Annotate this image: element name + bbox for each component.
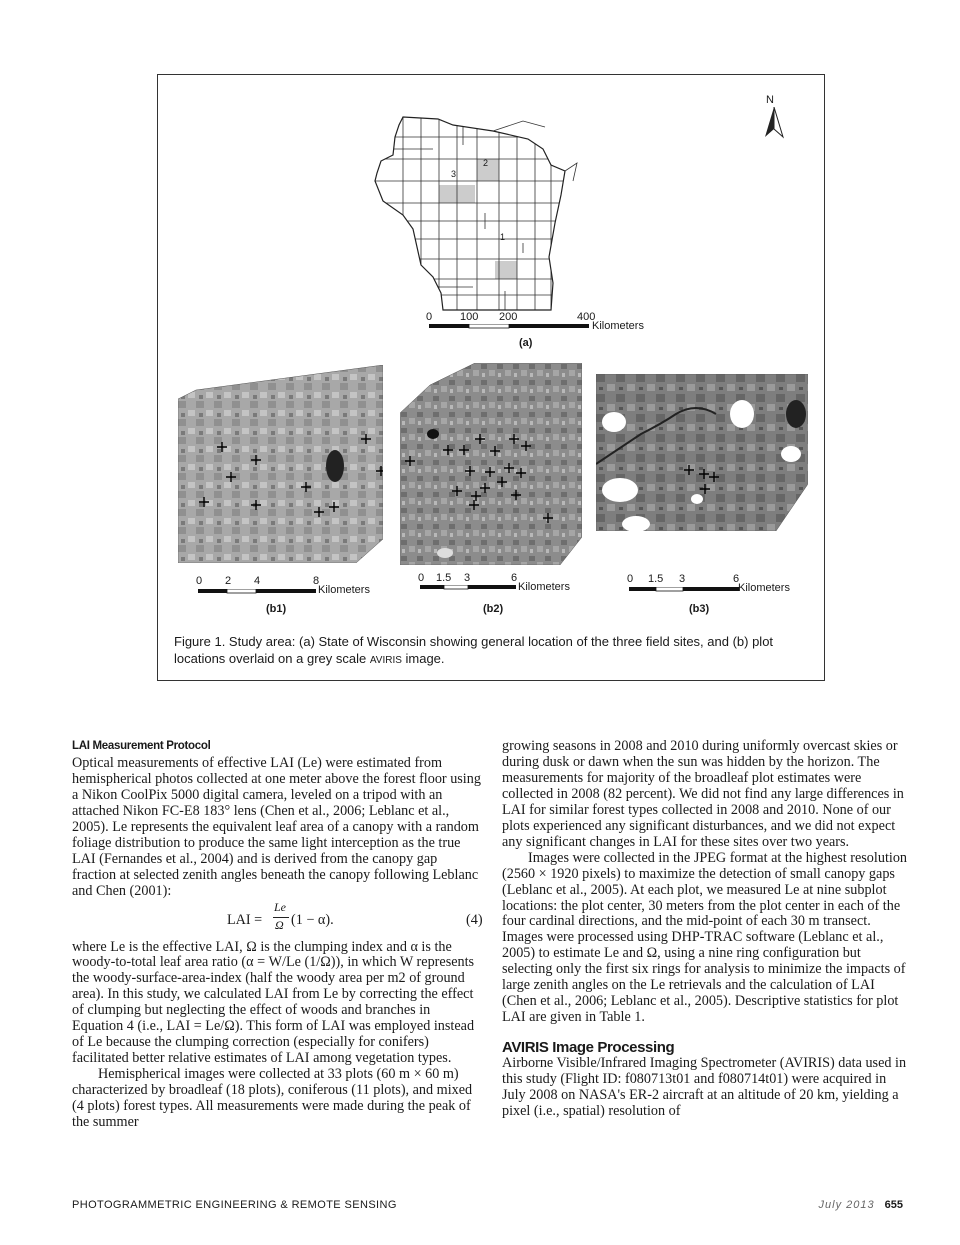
equation-tail: (1 − α). bbox=[291, 911, 334, 928]
scale-b1-tick-2: 4 bbox=[254, 575, 261, 587]
aviris-image-b2 bbox=[400, 363, 582, 565]
scale-b3-tick-0: 0 bbox=[627, 573, 634, 585]
paragraph-lai-definition: where Le is the effective LAI, Ω is the clumping index and α is the woody-to-total leaf area ratio (α = W/Le (1/Ω)), in which W represents the woody-surface-area-index (half the woody area per m2 of ground area). In this study, we calculated LAI from Le by correcting the effect of clumping but neglecting the effect of woods and branches in Equation 4 (i.e., LAI = Le/Ω). This form of LAI was employed instead of Le because the clumping correction (especially for conifers) facilitated better relative estimates of LAI among vegetation types. bbox=[72, 938, 475, 1067]
caption-aviris: AVIRIS bbox=[369, 655, 402, 666]
panel-a-label: (a) bbox=[519, 337, 533, 349]
site-label-2: 2 bbox=[483, 158, 489, 168]
scale-bar-b2 bbox=[420, 585, 518, 591]
site-label-3: 3 bbox=[451, 169, 457, 179]
section-heading-aviris: AVIRIS Image Processing bbox=[502, 1039, 675, 1057]
figure-caption bbox=[174, 633, 814, 669]
scale-b1-unit: Kilometers bbox=[318, 584, 370, 596]
site-label-1: 1 bbox=[500, 232, 506, 242]
caption-suffix: image. bbox=[401, 651, 445, 666]
equation-4 bbox=[72, 900, 482, 940]
left-column bbox=[72, 739, 482, 1131]
page-footer-right bbox=[819, 1199, 903, 1211]
equation-number: (4) bbox=[466, 911, 483, 928]
figure-1 bbox=[157, 74, 825, 681]
equation-numerator: Le bbox=[274, 899, 286, 914]
equation-lhs: LAI = bbox=[227, 911, 263, 928]
right-column bbox=[502, 739, 912, 1120]
scale-b2-tick-0: 0 bbox=[418, 572, 425, 584]
scale-b1-tick-3: 8 bbox=[313, 575, 320, 587]
scale-a-unit: Kilometers bbox=[592, 320, 644, 332]
scale-bar-b1 bbox=[198, 589, 318, 595]
scale-b2-unit: Kilometers bbox=[518, 581, 570, 593]
section-heading-lai-protocol: LAI Measurement Protocol bbox=[72, 740, 211, 752]
panel-b1-label: (b1) bbox=[266, 603, 287, 615]
panel-b3-label: (b3) bbox=[689, 603, 710, 615]
paragraph-plots: Hemispherical images were collected at 33 plots (60 m × 60 m) characterized by broadleaf (18 plots), coniferous (11 plots), and mixed (4 plots) forest types. All measurements were made during the peak of the summer bbox=[72, 1066, 473, 1131]
scale-b3-tick-2: 3 bbox=[679, 573, 686, 585]
wisconsin-county-map bbox=[373, 115, 613, 315]
aviris-image-b3 bbox=[596, 374, 808, 531]
scale-b3-tick-1: 1.5 bbox=[648, 573, 664, 585]
equation-denominator: Ω bbox=[275, 917, 284, 932]
scale-a-tick-1: 100 bbox=[460, 311, 479, 323]
scale-bar-a bbox=[429, 324, 591, 330]
scale-a-tick-2: 200 bbox=[499, 311, 518, 323]
scale-b3-unit: Kilometers bbox=[738, 582, 790, 594]
journal-name: PHOTOGRAMMETRIC ENGINEERING & REMOTE SENSING bbox=[72, 1199, 397, 1211]
issue-date: July 2013 bbox=[818, 1199, 875, 1211]
north-label: N bbox=[766, 94, 774, 106]
scale-bar-b3 bbox=[629, 587, 741, 593]
panel-b2-label: (b2) bbox=[483, 603, 504, 615]
scale-a-tick-0: 0 bbox=[426, 311, 433, 323]
scale-a-tick-3: 400 bbox=[577, 311, 596, 323]
aviris-image-b1 bbox=[178, 365, 383, 563]
scale-b3-tick-3: 6 bbox=[733, 573, 740, 585]
scale-b1-tick-0: 0 bbox=[196, 575, 203, 587]
scale-b1-tick-1: 2 bbox=[225, 575, 232, 587]
scale-b2-tick-3: 6 bbox=[511, 572, 518, 584]
paragraph-images: Images were collected in the JPEG format at the highest resolution (2560 × 1920 pixels) to maximize the detection of small canopy gaps (Leblanc et al., 2005). At each plot, we measured Le at nine subplot locations: the plot center, 30 meters from the plot center in each of the four cardinal directions, and the mid-point of each 30 m transect. Images were processed using DHP-TRAC software (Leblanc et al., 2005) to estimate Le and Ω, using a nine ring configuration but selecting only the first six rings for analysis to minimize the impacts of large zenith angles on the Le retrievals and the calculation of LAI (Chen et al., 2006; Leblanc et al., 2005). Descriptive statistics for plot LAI are given in Table 1. bbox=[502, 849, 908, 1026]
paragraph-aviris: Airborne Visible/Infrared Imaging Spectrometer (AVIRIS) data used in this study (Flight ID: f080713t01 and f080714t01) were acquired in July 2008 on NASA's ER-2 aircraft at an altitude of 20 km, yielding a pixel (i.e., spatial) resolution of bbox=[502, 1055, 907, 1119]
caption-prefix: Figure 1. Study area: (a) State of Wisconsin showing general location of the three field sites, and (b) plot locations overlaid on a grey scale bbox=[174, 634, 774, 666]
scale-b2-tick-1: 1.5 bbox=[436, 572, 452, 584]
paragraph-lai-intro: Optical measurements of effective LAI (Le) were estimated from hemispherical photos collected at one meter above the forest floor using a Nikon CoolPix 5000 digital camera, leveled on a tripod with an attached Nikon FC-E8 183° lens (Chen et al., 2006; Leblanc et al., 2005). Le represents the equivalent leaf area of a canopy with a random foliage distribution to produce the same light interception as the true LAI (Fernandes et al., 2004) and is derived from the canopy gap fraction at selected zenith angles beneath the canopy following Leblanc and Chen (2001): bbox=[72, 754, 481, 899]
north-arrow-icon bbox=[764, 107, 784, 139]
paragraph-growing-seasons: growing seasons in 2008 and 2010 during uniformly overcast skies or during dusk or dawn when the sun was hidden by the horizon. The measurements for majority of the broadleaf plot estimates were collected in 2008 (82 percent). We did not find any large differences in LAI for similar forest types collected in 2008 and 2010. None of our plots experienced any significant disturbances, and we did not expect any significant changes in LAI for these sites over two years. bbox=[502, 738, 904, 850]
scale-b2-tick-2: 3 bbox=[464, 572, 471, 584]
page-number: 655 bbox=[884, 1199, 903, 1211]
